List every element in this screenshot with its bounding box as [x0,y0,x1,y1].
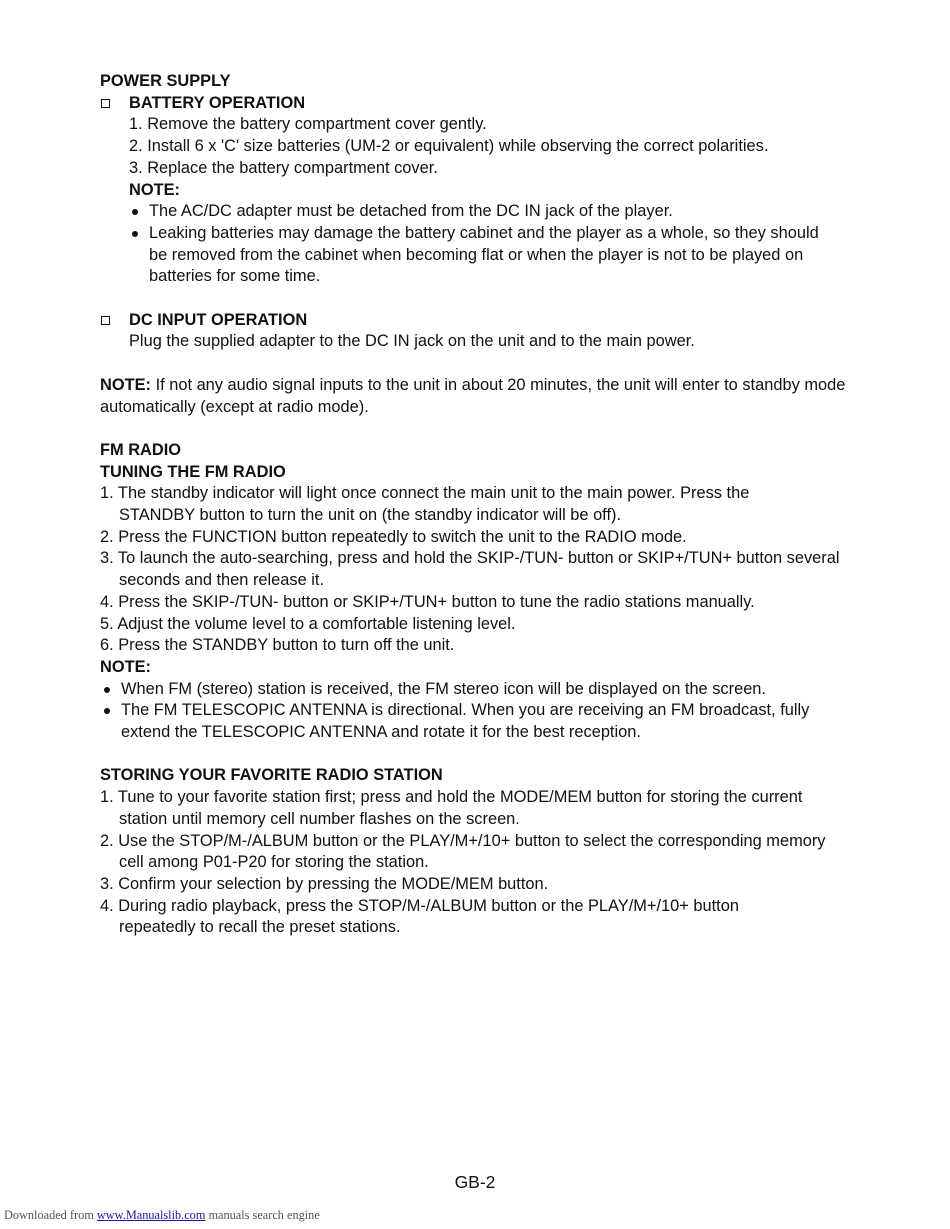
battery-step: 3. Replace the battery compartment cover. [129,158,438,177]
battery-steps [100,114,860,201]
storing-step: 1. Tune to your favorite station first; press and hold the MODE/MEM button for storing the current station until memory cell number flashes on the screen. [100,788,803,828]
page-content [100,71,860,939]
battery-operation-title: BATTERY OPERATION [129,93,306,112]
battery-note-text: Leaking batteries may damage the battery cabinet and the player as a whole, so they should be removed from the cabinet when becoming flat or when the player is not to be played on batteries for some time. [149,223,819,286]
tuning-step: 1. The standby indicator will light once connect the main unit to the main power. Press the STANDBY button to turn the unit on (the standby indicator will be off). [100,484,750,525]
fm-note-label: NOTE: [100,657,151,676]
manualslib-link[interactable]: www.Manualslib.com [96,1208,206,1222]
storing-step: 3. Confirm your selection by pressing the MODE/MEM button. [100,874,549,893]
dc-input-heading [100,310,860,332]
battery-note-label: NOTE: [129,180,180,199]
storing-step: 4. During radio playback, press the STOP/M-/ALBUM button or the PLAY/M+/10+ button repeatedly to recall the preset stations. [100,896,739,937]
fm-radio-heading: FM RADIO [100,440,182,459]
storing-heading: STORING YOUR FAVORITE RADIO STATION [100,766,443,785]
bullet-icon [132,231,138,237]
page-number: GB-2 [454,1172,496,1192]
battery-note-item [100,201,860,223]
battery-operation-heading [100,93,860,115]
fm-note-text: The FM TELESCOPIC ANTENNA is directional. When you are receiving an FM broadcast, fully extend the TELESCOPIC ANTENNA and rotate it for the best reception. [121,701,810,742]
bullet-icon [104,708,110,714]
dc-input-text: Plug the supplied adapter to the DC IN jack on the unit and to the main power. [129,332,695,351]
tuning-steps [100,483,840,657]
tuning-step: 3. To launch the auto-searching, press and hold the SKIP-/TUN- button or SKIP+/TUN+ button several seconds and then release it. [100,549,840,590]
tuning-step: 4. Press the SKIP-/TUN- button or SKIP+/TUN+ button to tune the radio stations manually. [100,592,755,611]
download-footer [4,1208,320,1223]
standby-note-label: NOTE: [100,375,151,394]
standby-note [100,375,852,418]
battery-step: 2. Install 6 x 'C' size batteries (UM-2 or equivalent) while observing the correct polarities. [129,137,769,156]
battery-step: 1. Remove the battery compartment cover gently. [129,115,487,134]
footer-suffix: manuals search engine [208,1208,320,1222]
storing-step: 2. Use the STOP/M-/ALBUM button or the PLAY/M+/10+ button to select the corresponding memory cell among P01-P20 for storing the station. [100,831,826,872]
storing-steps [100,787,855,939]
checkbox-icon [101,99,110,108]
dc-input-title: DC INPUT OPERATION [129,310,308,329]
checkbox-icon [101,316,110,325]
standby-note-text: If not any audio signal inputs to the unit in about 20 minutes, the unit will enter to standby mode automatically (except at radio mode). [100,375,846,416]
footer-prefix: Downloaded from [4,1208,94,1222]
tuning-step: 6. Press the STANDBY button to turn off the unit. [100,636,455,655]
fm-note-text: When FM (stereo) station is received, the FM stereo icon will be displayed on the screen. [121,679,766,698]
fm-note-item [100,679,860,701]
battery-note-item [100,223,829,288]
tuning-heading: TUNING THE FM RADIO [100,462,286,481]
bullet-icon [104,687,110,693]
battery-note-text: The AC/DC adapter must be detached from the DC IN jack of the player. [149,202,673,221]
fm-note-item [100,700,826,743]
tuning-step: 2. Press the FUNCTION button repeatedly to switch the unit to the RADIO mode. [100,527,687,546]
tuning-step: 5. Adjust the volume level to a comfortable listening level. [100,614,516,633]
bullet-icon [132,209,138,215]
power-supply-heading: POWER SUPPLY [100,72,231,90]
